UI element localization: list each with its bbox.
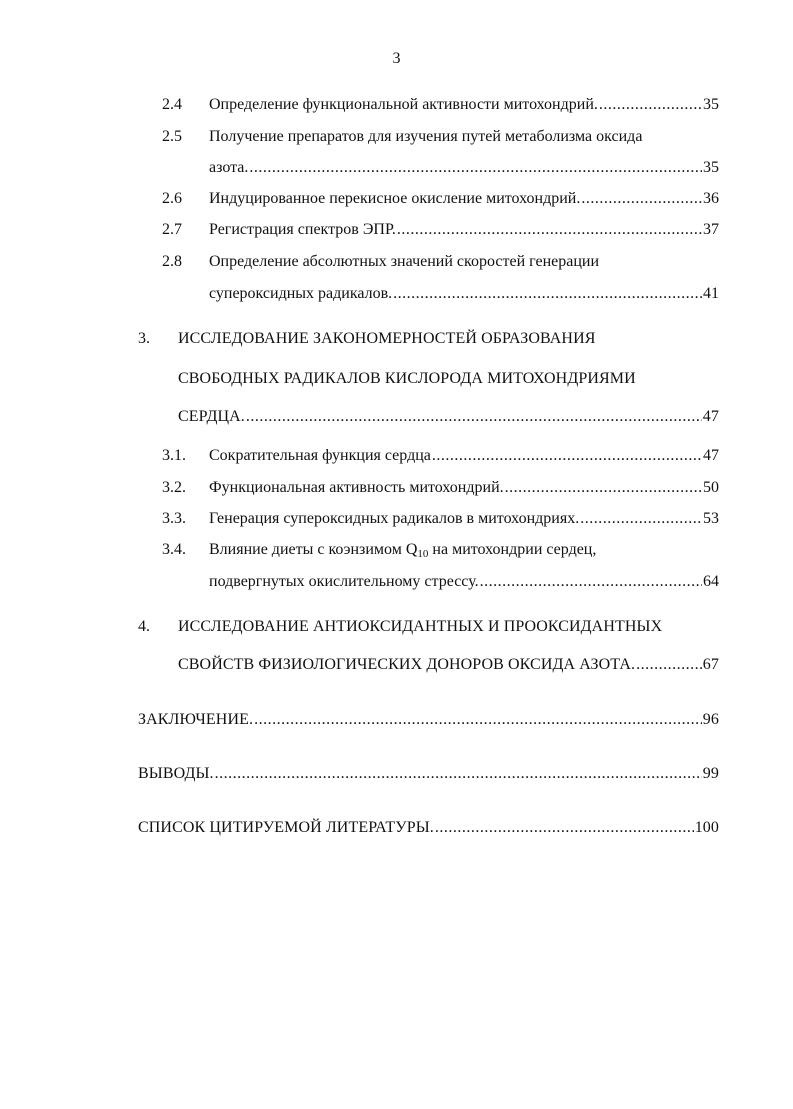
leader-dots xyxy=(480,572,702,592)
toc-entry-page: 50 xyxy=(703,479,719,496)
toc-entry-title: подвергнутых окислительному стрессу. xyxy=(209,573,479,590)
toc-entry-title-line xyxy=(209,127,642,147)
toc-chapter-title-line xyxy=(178,617,662,637)
toc-entry-title: Регистрация спектров ЭПР. xyxy=(209,221,396,238)
toc-entry-title: Сократительная функция сердца xyxy=(209,447,431,464)
toc-findings[interactable] xyxy=(138,764,719,784)
leader-dots xyxy=(393,284,702,304)
toc-chapter[interactable] xyxy=(178,407,719,427)
toc-entry-title: Функциональная активность митохондрий. xyxy=(209,479,504,496)
leader-dots xyxy=(636,655,702,675)
toc-entry[interactable] xyxy=(209,446,719,466)
toc-entry-page: 35 xyxy=(703,96,719,113)
leader-dots xyxy=(397,220,702,240)
toc-chapter-number: 4. xyxy=(138,618,150,635)
leader-dots xyxy=(505,478,702,498)
toc-entry-number: 2.7 xyxy=(162,221,182,238)
toc-entry-title: Индуцированное перекисное окисление митохондрий. xyxy=(209,190,581,207)
toc-chapter[interactable] xyxy=(178,655,719,675)
toc-entry-page: 96 xyxy=(702,711,719,728)
toc-entry-page: 37 xyxy=(703,221,719,238)
toc-entry-title: ЗАКЛЮЧЕНИЕ. xyxy=(138,711,254,728)
toc-entry-title-line xyxy=(209,540,596,560)
toc-entry[interactable] xyxy=(209,95,719,115)
toc-entry-number: 2.4 xyxy=(162,96,182,113)
leader-dots xyxy=(254,710,702,730)
toc-entry-title: Определение функциональной активности митохондрий. xyxy=(209,96,598,113)
leader-dots xyxy=(246,407,702,427)
toc-entry-title: супероксидных радикалов. xyxy=(209,285,393,302)
toc-entry-title: Получение препаратов для изучения путей метаболизма оксида xyxy=(209,128,643,145)
toc-chapter-title: ИССЛЕДОВАНИЕ ЗАКОНОМЕРНОСТЕЙ ОБРАЗОВАНИЯ xyxy=(178,330,596,347)
toc-entry[interactable] xyxy=(209,509,719,529)
toc-entry-page: 41 xyxy=(703,285,719,302)
toc-entry-title-line xyxy=(209,252,599,272)
leader-dots xyxy=(581,189,702,209)
toc-entry-page: 99 xyxy=(702,765,719,782)
leader-dots xyxy=(435,818,694,838)
toc-entry-title: СПИСОК ЦИТИРУЕМОЙ ЛИТЕРАТУРЫ. xyxy=(138,819,434,836)
toc-entry-number: 3.2. xyxy=(162,479,186,496)
leader-dots xyxy=(432,446,702,466)
toc-entry-page: 36 xyxy=(703,190,719,207)
toc-entry[interactable] xyxy=(209,189,719,209)
toc-chapter-title: СЕРДЦА. xyxy=(178,408,245,425)
toc-entry-title: ВЫВОДЫ. xyxy=(138,765,214,782)
leader-dots xyxy=(580,509,702,529)
toc-entry[interactable] xyxy=(209,572,719,592)
toc-entry-page: 47 xyxy=(703,447,719,464)
toc-references[interactable] xyxy=(138,818,719,838)
toc-chapter-number: 3. xyxy=(138,330,150,347)
toc-entry-number: 2.5 xyxy=(162,128,182,145)
toc-entry-page: 67 xyxy=(702,656,719,673)
toc-chapter-title-line xyxy=(178,369,636,389)
toc-entry-number: 3.3. xyxy=(162,510,186,527)
toc-chapter-title: СВОЙСТВ ФИЗИОЛОГИЧЕСКИХ ДОНОРОВ ОКСИДА АЗОТА. xyxy=(178,656,636,673)
toc-entry-page: 35 xyxy=(703,159,719,176)
leader-dots xyxy=(215,764,702,784)
toc-conclusion[interactable] xyxy=(138,710,719,730)
toc-entry-title: Влияние диеты с коэнзимом $Q_{10}$ на митохондрии сердец, xyxy=(209,541,597,560)
toc-entry-page: 53 xyxy=(703,510,719,527)
toc-chapter-title: СВОБОДНЫХ РАДИКАЛОВ КИСЛОРОДА МИТОХОНДРИЯМИ xyxy=(178,370,636,387)
toc-entry-number: 2.8 xyxy=(162,253,182,270)
toc-entry-number: 2.6 xyxy=(162,190,182,207)
toc-chapter-title: ИССЛЕДОВАНИЕ АНТИОКСИДАНТНЫХ И ПРООКСИДАНТНЫХ xyxy=(178,618,663,635)
leader-dots xyxy=(249,158,702,178)
page-number: 3 xyxy=(392,50,401,67)
toc-entry-title: Определение абсолютных значений скоростей генерации xyxy=(209,253,600,270)
toc-entry-number: 3.1. xyxy=(162,447,186,464)
leader-dots xyxy=(599,95,702,115)
toc-entry[interactable] xyxy=(209,158,719,178)
toc-entry[interactable] xyxy=(209,220,719,240)
toc-entry-title: Генерация супероксидных радикалов в митохондриях. xyxy=(209,510,580,527)
toc-chapter-title-line xyxy=(178,329,596,349)
toc-entry-page: 47 xyxy=(702,408,719,425)
toc-entry-number: 3.4. xyxy=(162,541,186,558)
toc-entry-title: азота. xyxy=(209,159,249,176)
toc-entry-page: 64 xyxy=(703,573,719,590)
toc-entry[interactable] xyxy=(209,284,719,304)
toc-entry[interactable] xyxy=(209,478,719,498)
toc-entry-page: 100 xyxy=(694,819,719,836)
